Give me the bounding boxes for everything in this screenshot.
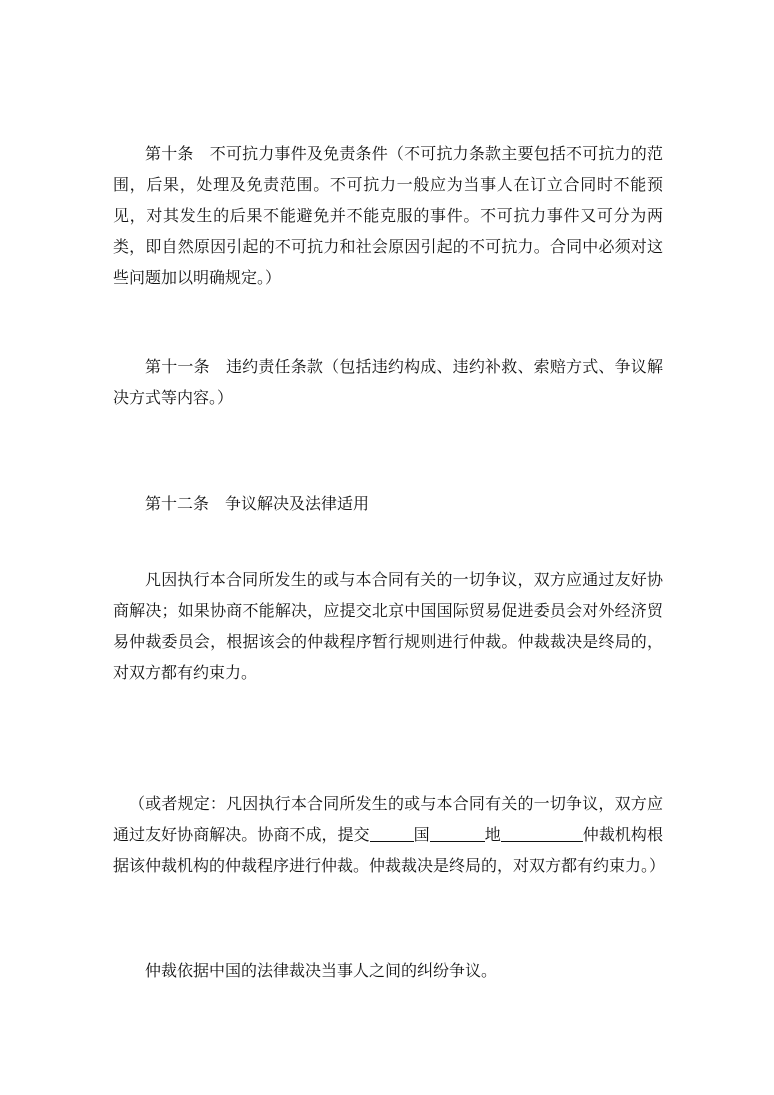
blank-line-institution [501,825,583,842]
alternative-arbitration-paragraph [113,788,666,881]
article-10-paragraph: 第十条 不可抗力事件及免责条件（不可抗力条款主要包括不可抗力的范围，后果，处理及免责范围。不可抗力一般应为当事人在订立合同时不能预见，对其发生的后果不能避免并不能克服的事件。不可抗力事件又可分为两类，即自然原因引起的不可抗力和社会原因引起的不可抗力。合同中必须对这些问题加以明确规定。） [113,144,663,287]
alternative-clause-part2: 仲裁机构根据该仲裁机构的仲裁程序进行仲裁。仲裁裁决是终局的，对双方都有约束力。） [113,825,666,875]
article-11-paragraph: 第十一条 违约责任条款（包括违约构成、违约补救、索赔方式、争议解决方式等内容。） [113,357,663,407]
dispute-resolution-paragraph: 凡因执行本合同所发生的或与本合同有关的一切争议，双方应通过友好协商解决；如果协商不能解决，应提交北京中国国际贸易促进委员会对外经济贸易仲裁委员会，根据该会的仲裁程序暂行规则进行仲裁。仲裁裁决是终局的，对双方都有约束力。 [113,570,663,682]
place-word: 地 [484,825,501,844]
alternative-clause-part1: （或者规定：凡因执行本合同所发生的或与本合同有关的一切争议，双方应通过友好协商解决。协商不成，提交 [113,794,663,844]
governing-law-paragraph: 仲裁依据中国的法律裁决当事人之间的纠纷争议。 [145,961,498,980]
country-word: 国 [413,825,430,844]
blank-line-place [430,825,485,842]
blank-line-country [370,825,414,842]
article-12-heading: 第十二条 争议解决及法律适用 [145,494,370,513]
